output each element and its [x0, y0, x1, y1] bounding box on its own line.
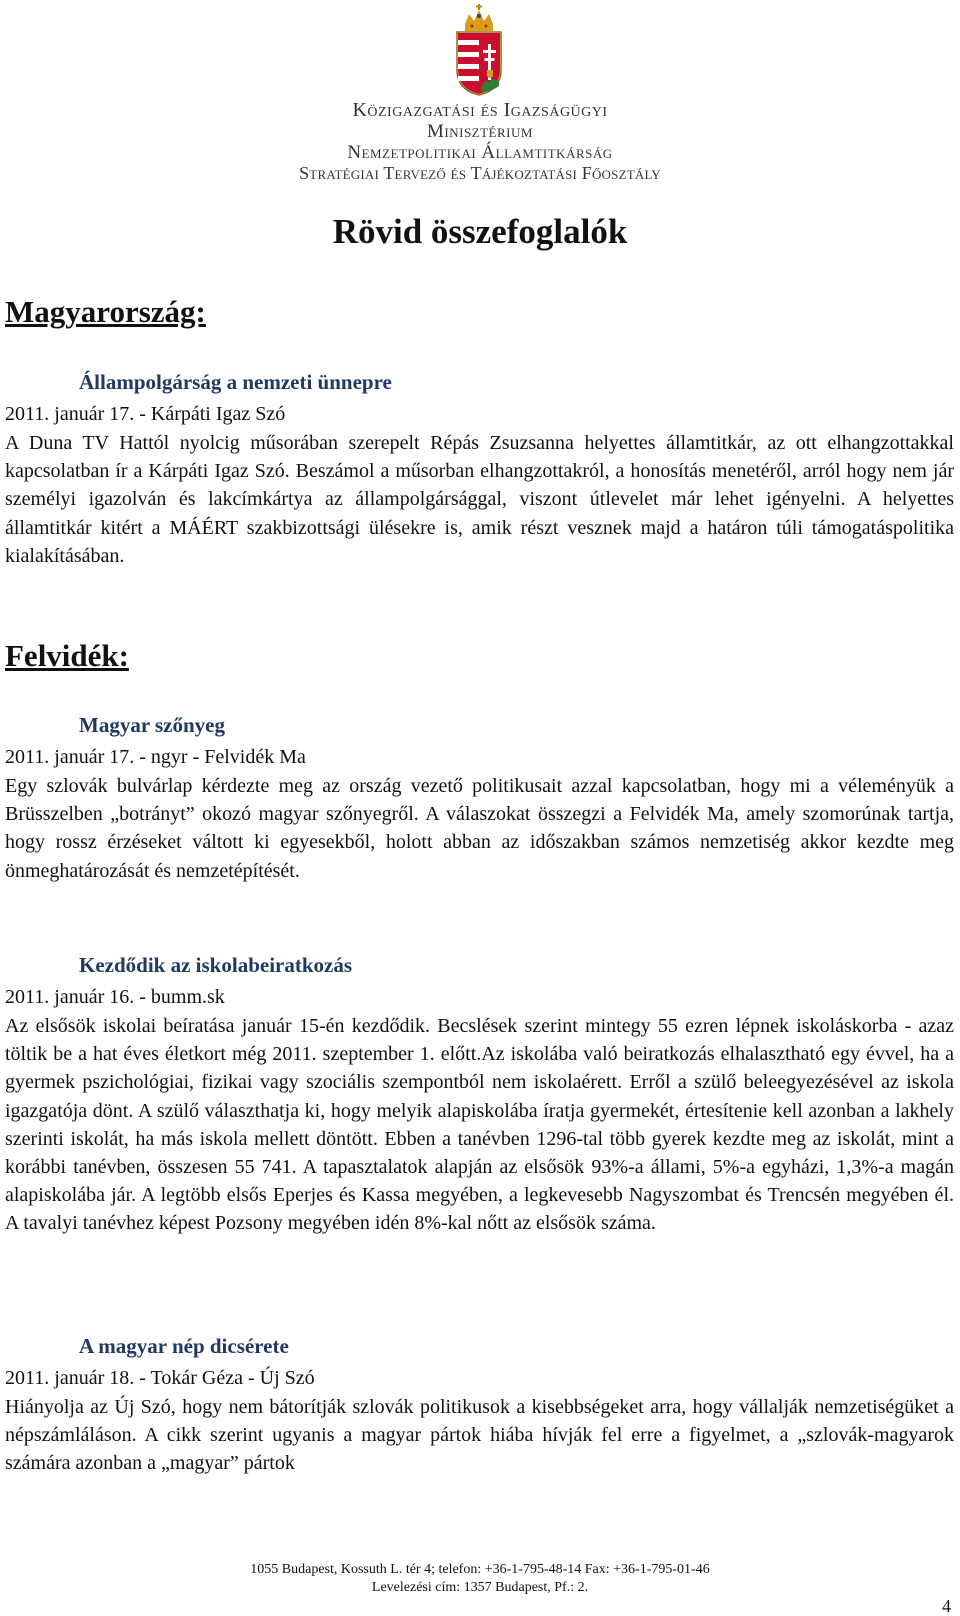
- page-number: 4: [942, 1596, 951, 1616]
- article-meta: 2011. január 17. - ngyr - Felvidék Ma: [5, 746, 306, 768]
- article-meta: 2011. január 18. - Tokár Géza - Új Szó: [5, 1367, 315, 1389]
- article-meta: 2011. január 16. - bumm.sk: [5, 986, 225, 1008]
- ministry-header: [240, 100, 720, 184]
- article-body: A Duna TV Hattól nyolcig műsorában szerepelt Répás Zsuzsanna helyettes államtitkár, az ott elhangzottakkal kapcsolatban ír a Kárpáti Igaz Szó. Beszámol a műsorban elhangzottakról, a honosítás menetéről, arról hogy nem jár személyi igazolván és lakcímkártya az állampolgársággal, viszont útlevelet már lehet igényelni. A helyettes államtitkár kitért a MÁÉRT szakbizottsági ülésekre is, amik részt vesznek majd a határon túli támogatáspolitika kialakításában.: [5, 432, 954, 567]
- section-heading-hungary: Magyarország:: [5, 294, 206, 329]
- article-body: Egy szlovák bulvárlap kérdezte meg az ország vezető politikusait azzal kapcsolatban, hogy mi a véleményük a Brüsszelben „botrányt” okozó magyar szőnyegről. A válaszokat összegzi a Felvidék Ma, amely szomorúnak tartja, hogy rossz érzéseket váltott ki egyesekből, holott abban az időszakban számos nemzetiség akkor kezdte meg önmeghatározását és nemzetépítését.: [5, 775, 954, 882]
- coat-of-arms-logo: [455, 4, 503, 96]
- footer-mailing-address: Levelezési cím: 1357 Budapest, Pf.: 2.: [371, 1580, 589, 1595]
- page-footer: [0, 1561, 960, 1597]
- section-heading-felvidek: Felvidék:: [5, 638, 129, 673]
- department-name: Stratégiai Tervező és Tájékoztatási Főosztály: [299, 163, 661, 183]
- article-meta: 2011. január 17. - Kárpáti Igaz Szó: [5, 403, 286, 425]
- article-title: Kezdődik az iskolabeiratkozás: [79, 953, 353, 977]
- ministry-name-line1: Közigazgatási és Igazságügyi: [352, 99, 608, 121]
- article-body: Az elsősök iskolai beíratása január 15-én kezdődik. Becslések szerint mintegy 55 ezren lépnek iskoláskorba - azaz töltik be a hat éves életkort még 2011. szeptember 1. előtt.Az iskolába való beiratkozás elhalasztható egy évvel, ha a gyermek pszichológiai, fizikai vagy szociális szempontból nem iskolaérett. Erről a szülő beleegyezésével az iskola igazgatója dönt. A szülő választhatja ki, hogy melyik alapiskolába íratja gyermekét, értesítenie kell azonban a lakhely szerinti iskolát, ha más iskola mellett döntött. Ebben a tanévben 1296-tal több gyerek kezdte meg az iskolát, mint a korábbi tanévben, összesen 55 741. A tapasztalatok alapján az elsősök 93%-a állami, 5%-a egyházi, 1,3%-a magán alapiskolába jár. A legtöbb elsős Eperjes és Kassa megyében, a legkevesebb Nagyszombat és Trencsén megyében él. A tavalyi tanévhez képest Pozsony megyében idén 8%-kal nőtt az elsősök száma.: [5, 1015, 954, 1235]
- article-title: Magyar szőnyeg: [79, 713, 226, 737]
- state-secretariat-name: Nemzetpolitikai Államtitkárság: [347, 142, 613, 163]
- ministry-name-line2: Minisztérium: [427, 121, 533, 142]
- page-title: Rövid összefoglalók: [332, 212, 628, 251]
- article-title: Állampolgárság a nemzeti ünnepre: [79, 370, 392, 394]
- footer-address: 1055 Budapest, Kossuth L. tér 4; telefon: +36-1-795-48-14 Fax: +36-1-795-01-46: [250, 1562, 710, 1577]
- article-title: A magyar nép dicsérete: [79, 1334, 289, 1358]
- article-body: Hiányolja az Új Szó, hogy nem bátorítják szlovák politikusok a kisebbségeket arra, hogy vállalják nemzetiségüket a népszámláláson. A cikk szerint ugyanis a magyar pártok hiába hívják fel erre a figyelmet, a „szlovák-magyarok számára azonban a „magyar” pártok: [5, 1396, 954, 1475]
